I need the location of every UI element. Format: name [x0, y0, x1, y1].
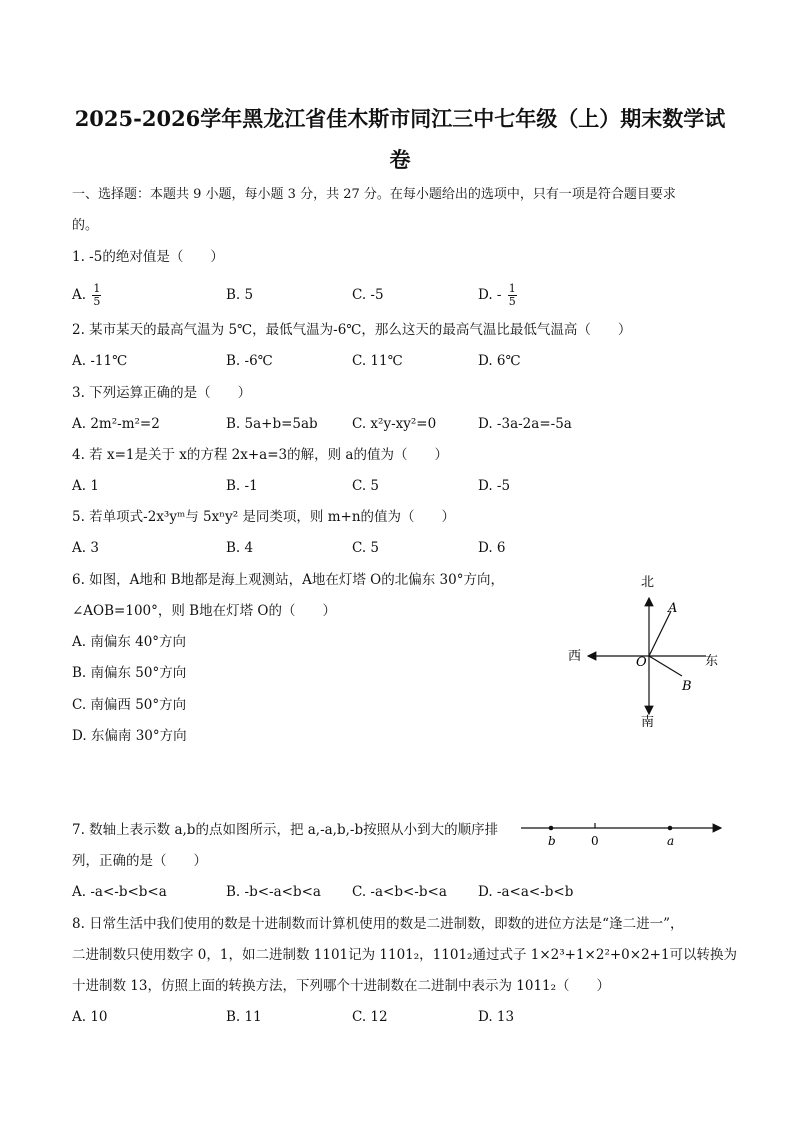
question-3-option-d: D. -3a-2a=-5a — [478, 416, 572, 432]
label-point-a: A — [668, 601, 678, 616]
question-8-option-d: D. 13 — [478, 1009, 515, 1025]
section-heading-line1: 一、选择题：本题共 9 小题，每小题 3 分，共 27 分。在每小题给出的选项中，只有一项是符合题目要求 — [72, 187, 676, 202]
question-4-option-b: B. -1 — [226, 478, 258, 494]
question-7-option-c: C. -a<b<-b<a — [352, 884, 447, 900]
label-east: 东 — [705, 654, 719, 669]
fraction-denominator: 5 — [93, 295, 101, 308]
question-1-option-c: C. -5 — [352, 287, 384, 303]
question-7-stem-line2: 列，正确的是（ ） — [72, 853, 207, 869]
question-3-option-c: C. x²y-xy²=0 — [352, 416, 437, 432]
label-origin-o: O — [636, 655, 647, 670]
question-4-option-d: D. -5 — [478, 478, 511, 494]
question-5-stem: 5. 若单项式-2x³yᵐ与 5xⁿy² 是同类项，则 m+n的值为（ ） — [72, 509, 456, 525]
question-4-option-c: C. 5 — [352, 478, 380, 494]
label-west: 西 — [568, 649, 582, 664]
label-a: a — [667, 834, 675, 848]
question-4-option-a: A. 1 — [72, 478, 99, 494]
label-north: 北 — [641, 575, 655, 590]
number-line-figure — [515, 815, 730, 850]
question-8-stem-line2: 二进制数只使用数字 0，1，如二进制数 1101记为 1101₂，1101₂通过式子 1×2³+1×2²+0×2+1可以转换为 — [72, 947, 738, 963]
question-3-option-a: A. 2m²-m²=2 — [72, 416, 160, 432]
question-6-option-a: A. 南偏东 40°方向 — [72, 634, 187, 650]
fraction — [508, 283, 517, 308]
question-5-option-b: B. 4 — [226, 540, 254, 556]
question-7-option-d: D. -a<a<-b<b — [478, 884, 574, 900]
question-4-stem: 4. 若 x=1是关于 x的方程 2x+a=3的解，则 a的值为（ ） — [72, 447, 448, 463]
question-6-stem-line1: 6. 如图，A地和 B地都是海上观测站，A地在灯塔 O的北偏东 30°方向， — [72, 572, 504, 588]
question-6-option-b: B. 南偏东 50°方向 — [72, 665, 187, 681]
question-1-option-d — [478, 283, 517, 308]
question-8-option-b: B. 11 — [226, 1009, 262, 1025]
fraction — [92, 283, 101, 308]
fraction-numerator: 1 — [93, 282, 101, 295]
question-5-option-a: A. 3 — [72, 540, 99, 556]
question-6-option-c: C. 南偏西 50°方向 — [72, 697, 187, 713]
point-a — [668, 826, 673, 831]
question-8-option-c: C. 12 — [352, 1009, 388, 1025]
section-heading-line2: 的。 — [72, 218, 99, 233]
question-3-stem: 3. 下列运算正确的是（ ） — [72, 385, 252, 401]
question-3-option-b: B. 5a+b=5ab — [226, 416, 318, 432]
question-2-option-d: D. 6℃ — [478, 353, 521, 369]
option-label: D. - — [478, 287, 502, 303]
question-1-option-a — [72, 283, 101, 308]
exam-title-line1: 2025-2026学年黑龙江省佳木斯市同江三中七年级（上）期末数学试 — [74, 106, 726, 131]
question-2-option-c: C. 11℃ — [352, 353, 403, 369]
question-8-option-a: A. 10 — [72, 1009, 108, 1025]
question-2-option-a: A. -11℃ — [72, 353, 128, 369]
ray-ob — [649, 656, 682, 676]
point-b — [549, 826, 554, 831]
question-1-stem: 1. -5的绝对值是（ ） — [72, 249, 224, 265]
label-point-b: B — [682, 679, 692, 694]
question-5-option-c: C. 5 — [352, 540, 380, 556]
question-8-stem-line1: 8. 日常生活中我们使用的数是十进制数而计算机使用的数是二进制数，即数的进位方法是“逢二进一”， — [72, 916, 684, 932]
exam-title-line2: 卷 — [389, 147, 411, 172]
compass-figure — [560, 568, 730, 738]
question-6-stem-line2: ∠AOB=100°，则 B地在灯塔 O的（ ） — [72, 603, 336, 619]
label-b: b — [548, 834, 556, 848]
label-zero: 0 — [591, 834, 599, 848]
question-2-stem: 2. 某市某天的最高气温为 5℃，最低气温为-6℃，那么这天的最高气温比最低气温高（ ） — [72, 322, 632, 338]
question-7-option-b: B. -b<-a<b<a — [226, 884, 321, 900]
question-5-option-d: D. 6 — [478, 540, 506, 556]
fraction-numerator: 1 — [508, 282, 516, 295]
question-6-option-d: D. 东偏南 30°方向 — [72, 728, 187, 744]
question-8-stem-line3: 十进制数 13，仿照上面的转换方法，下列哪个十进制数在二进制中表示为 1011₂（ ） — [72, 978, 611, 994]
label-south: 南 — [641, 715, 655, 730]
ray-oa — [649, 611, 671, 656]
question-7-stem-line1: 7. 数轴上表示数 a,b的点如图所示，把 a,-a,b,-b按照从小到大的顺序排 — [72, 822, 499, 838]
fraction-denominator: 5 — [508, 295, 516, 308]
question-2-option-b: B. -6℃ — [226, 353, 273, 369]
question-7-option-a: A. -a<-b<b<a — [72, 884, 167, 900]
question-1-option-b: B. 5 — [226, 287, 254, 303]
option-label: A. — [72, 287, 87, 303]
